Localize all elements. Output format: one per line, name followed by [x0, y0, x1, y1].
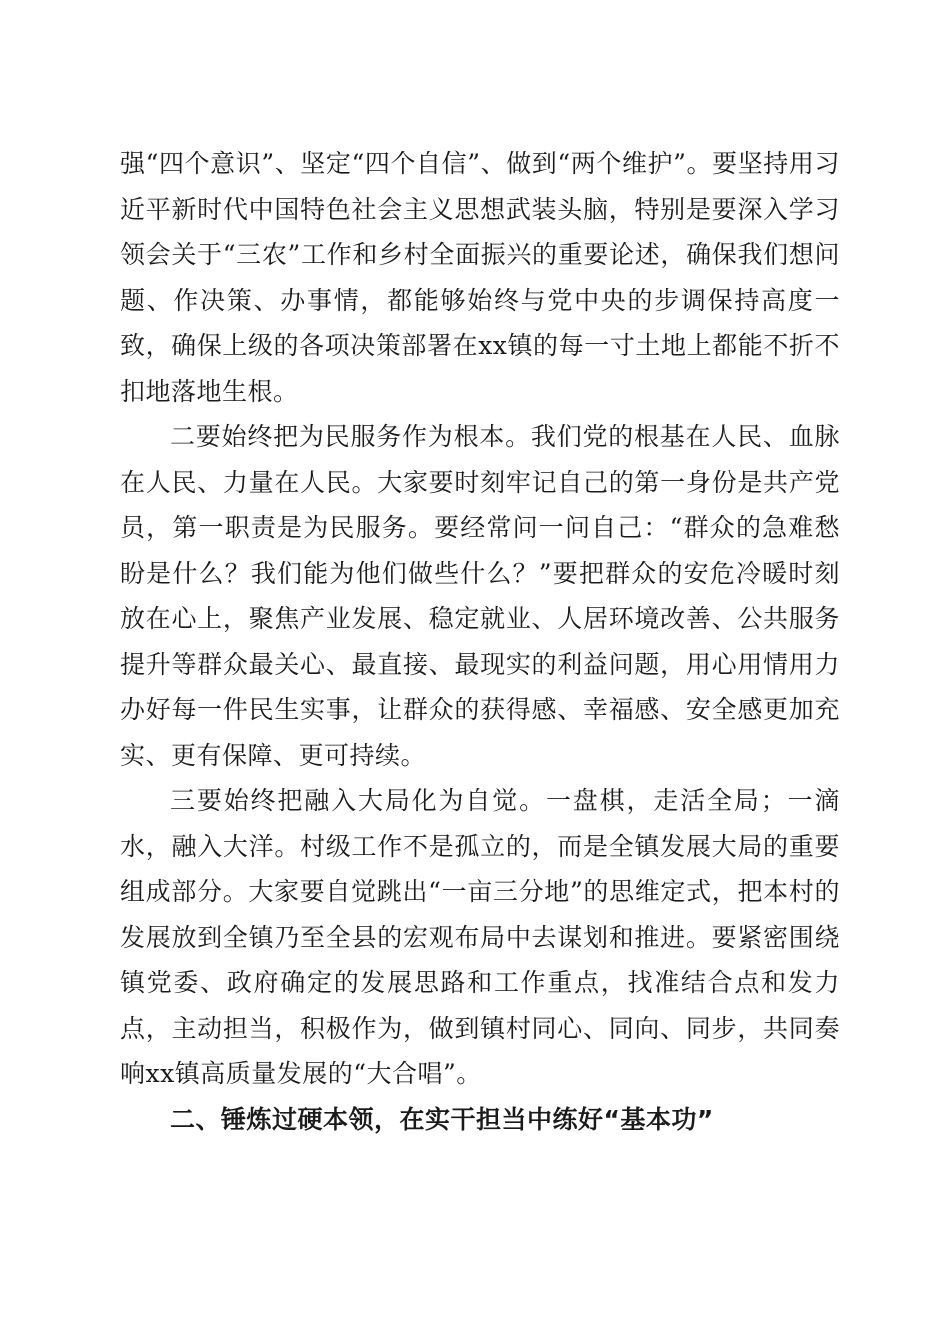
document-body — [120, 141, 840, 1142]
paragraph-continuation: 强“四个意识”、坚定“四个自信”、做到“两个维护”。要坚持用习近平新时代中国特色社会主义思想武装头脑，特别是要深入学习领会关于“三农”工作和乡村全面振兴的重要论述，确保我们想问题、作决策、办事情，都能够始终与党中央的步调保持高度一致，确保上级的各项决策部署在xx镇的每一寸土地上都能不折不扣地落地生根。 — [120, 149, 840, 406]
paragraph-serve-people: 二要始终把为民服务作为根本。我们党的根基在人民、血脉在人民、力量在人民。大家要时刻牢记自己的第一身份是共产党员，第一职责是为民服务。要经常问一问自己：“群众的急难愁盼是什么？我们能为他们做些什么？”要把群众的安危冷暖时刻放在心上，聚焦产业发展、稳定就业、人居环境改善、公共服务提升等群众最关心、最直接、最现实的利益问题，用心用情用力办好每一件民生实事，让群众的获得感、幸福感、安全感更加充实、更有保障、更可持续。 — [120, 422, 840, 770]
section-heading: 二、锤炼过硬本领，在实干担当中练好“基本功” — [170, 1104, 714, 1134]
paragraph-overall-situation: 三要始终把融入大局化为自觉。一盘棋，走活全局；一滴水，融入大洋。村级工作不是孤立的，而是全镇发展大局的重要组成部分。大家要自觉跳出“一亩三分地”的思维定式，把本村的发展放到全镇乃至全县的宏观布局中去谋划和推进。要紧密围绕镇党委、政府确定的发展思路和工作重点，找准结合点和发力点，主动担当，积极作为，做到镇村同心、同向、同步，共同奏响xx镇高质量发展的“大合唱”。 — [120, 786, 840, 1088]
